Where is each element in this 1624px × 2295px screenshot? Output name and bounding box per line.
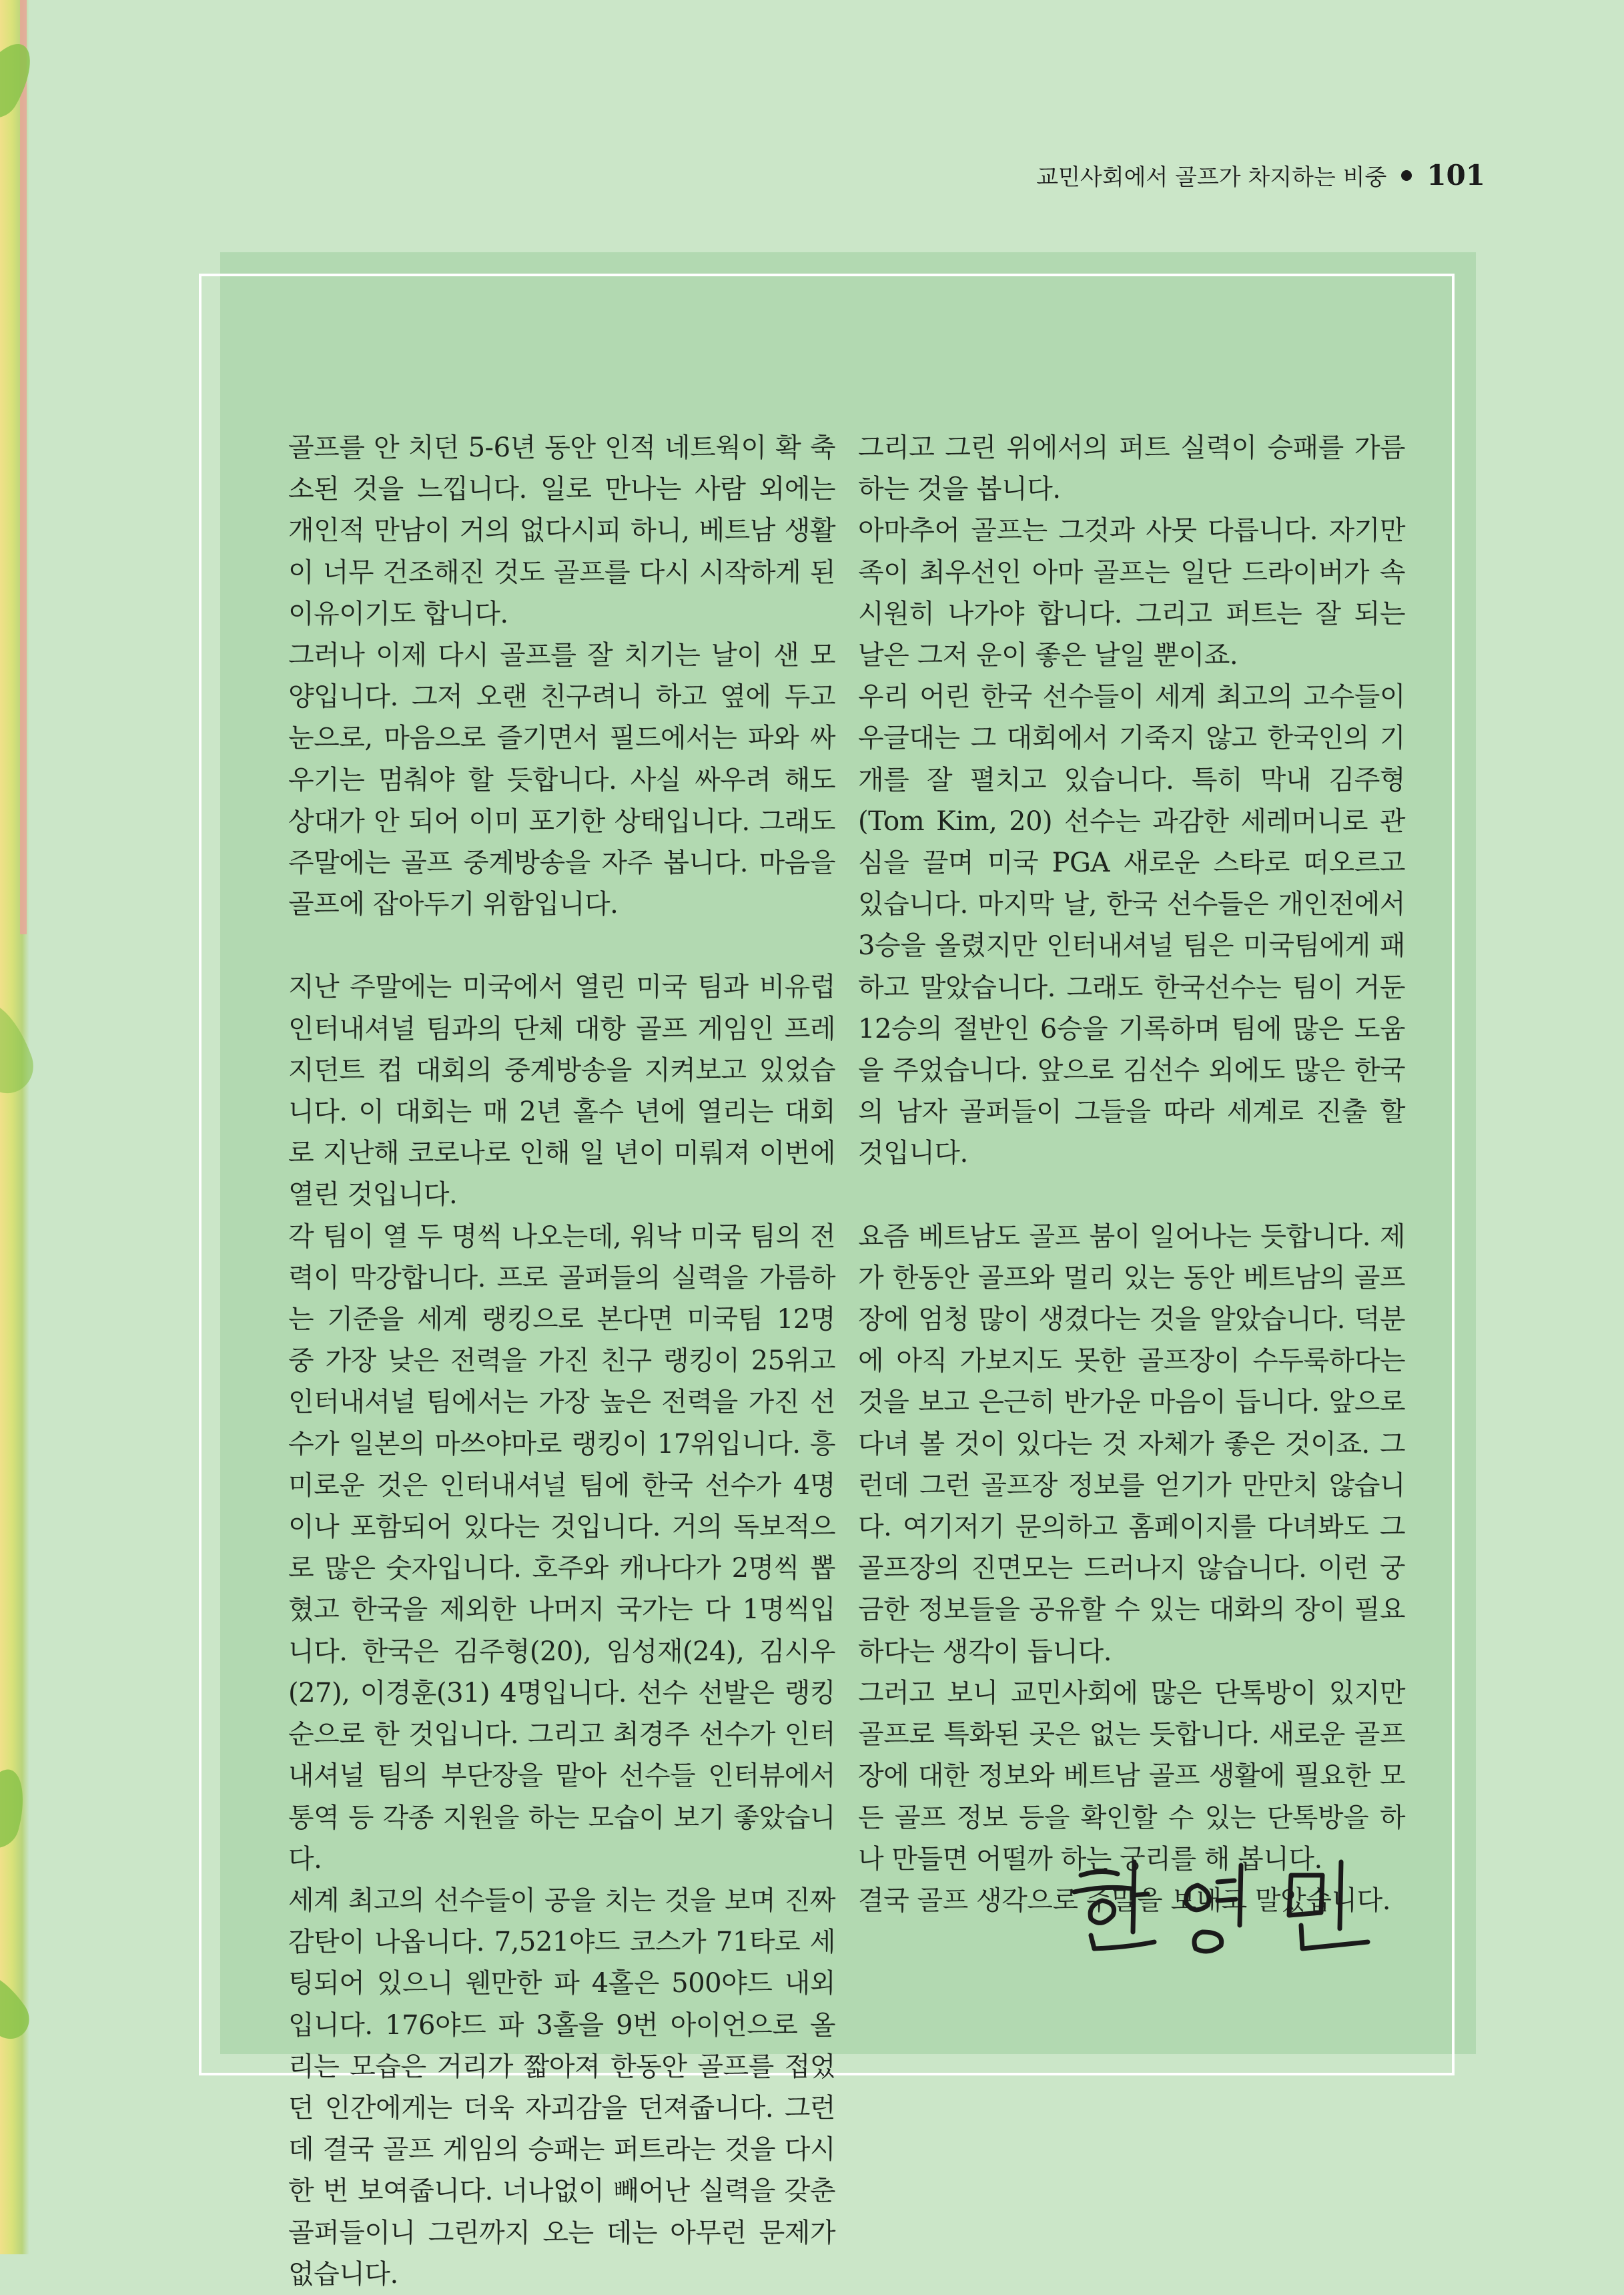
- running-header: [1036, 159, 1485, 192]
- paragraph: 요즘 베트남도 골프 붐이 일어나는 듯합니다. 제가 한동안 골프와 멀리 있는 동안 베트남의 골프장에 엄청 많이 생겼다는 것을 알았습니다. 덕분에 아직 가보지도 못한 골프장이 수두룩하다는 것을 보고 은근히 반가운 마음이 듭니다. 앞으로 다녀 볼 것이 있다는 것 자체가 좋은 것이죠. 그런데 그런 골프장 정보를 얻기가 만만치 않습니다. 여기저기 문의하고 홈페이지를 다녀봐도 그 골프장의 진면모는 드러나지 않습니다. 이런 궁금한 정보들을 공유할 수 있는 대화의 장이 필요하다는 생각이 듭니다.: [858, 1221, 1405, 1667]
- paragraph-gap: [858, 1175, 1405, 1216]
- author-signature: [1054, 1849, 1401, 1962]
- paragraph: 각 팀이 열 두 명씩 나오는데, 워낙 미국 팀의 전력이 막강합니다. 프로 골퍼들의 실력을 가름하는 기준을 세계 랭킹으로 본다면 미국팀 12명 중 가장 낮은 전력을 가진 친구 랭킹이 25위고 인터내셔널 팀에서는 가장 높은 전력을 가진 선수가 일본의 마쓰야마로 랭킹이 17위입니다. 흥미로운 것은 인터내셔널 팀에 한국 선수가 4명이나 포함되어 있다는 것입니다. 거의 독보적으로 많은 숫자입니다. 호주와 캐나다가 2명씩 뽑혔고 한국을 제외한 나머지 국가는 다 1명씩입니다. 한국은 김주형(20), 임성재(24), 김시우(27), 이경훈(31) 4명입니다. 선수 선발은 랭킹 순으로 한 것입니다. 그리고 최경주 선수가 인터내셔널 팀의 부단장을 맡아 선수들 인터뷰에서 통역 등 각종 지원을 하는 모습이 보기 좋았습니다.: [288, 1221, 835, 1875]
- paragraph-gap: [288, 925, 835, 966]
- paragraph: 그리고 그린 위에서의 퍼트 실력이 승패를 가름하는 것을 봅니다.: [858, 432, 1405, 505]
- paragraph: 지난 주말에는 미국에서 열린 미국 팀과 비유럽 인터내셔널 팀과의 단체 대항 골프 게임인 프레지던트 컵 대회의 중계방송을 지켜보고 있었습니다. 이 대회는 매 2년 홀수 년에 열리는 대회로 지난해 코로나로 인해 일 년이 미뤄져 이번에 열린 것입니다.: [288, 972, 835, 1211]
- paragraph: 결국 골프 생각으로 주말을 보내고 말았습니다.: [858, 1885, 1390, 1916]
- paragraph: 우리 어린 한국 선수들이 세계 최고의 고수들이 우글대는 그 대회에서 기죽지 않고 한국인의 기개를 잘 펼치고 있습니다. 특히 막내 김주형(Tom Kim, 20) 선수는 과감한 세레머니로 관심을 끌며 미국 PGA 새로운 스타로 떠오르고 있습니다. 마지막 날, 한국 선수들은 개인전에서 3승을 올렸지만 인터내셔널 팀은 미국팀에게 패하고 말았습니다. 그래도 한국선수는 팀이 거둔 12승의 절반인 6승을 기록하며 팀에 많은 도움을 주었습니다. 앞으로 김선수 외에도 많은 한국의 남자 골퍼들이 그들을 따라 세계로 진출 할 것입니다.: [858, 681, 1405, 1169]
- paragraph: 아마추어 골프는 그것과 사뭇 다릅니다. 자기만족이 최우선인 아마 골프는 일단 드라이버가 속 시원히 나가야 합니다. 그리고 퍼트는 잘 되는 날은 그저 운이 좋은 날일 뿐이죠.: [858, 515, 1405, 671]
- page-number: 101: [1427, 159, 1485, 192]
- paragraph: 그러고 보니 교민사회에 많은 단톡방이 있지만 골프로 특화된 곳은 없는 듯합니다. 새로운 골프장에 대한 정보와 베트남 골프 생활에 필요한 모든 골프 정보 등을 확인할 수 있는 단톡방을 하나 만들면 어떨까 하는 궁리를 해 봅니다.: [858, 1677, 1405, 1875]
- article-column-right: [858, 427, 1405, 1921]
- paragraph: 그러나 이제 다시 골프를 잘 치기는 날이 샌 모양입니다. 그저 오랜 친구려니 하고 옆에 두고 눈으로, 마음으로 즐기면서 필드에서는 파와 싸우기는 멈춰야 할 듯합니다. 사실 싸우려 해도 상대가 안 되어 이미 포기한 상태입니다. 그래도 주말에는 골프 중계방송을 자주 봅니다. 마음을 골프에 잡아두기 위함입니다.: [288, 640, 835, 920]
- paragraph: 세계 최고의 선수들이 공을 치는 것을 보며 진짜 감탄이 나옵니다. 7,521야드 코스가 71타로 세팅되어 있으니 웬만한 파 4홀은 500야드 내외입니다. 176야드 파 3홀을 9번 아이언으로 올리는 모습은 거리가 짧아져 한동안 골프를 접었던 인간에게는 더욱 자괴감을 던져줍니다. 그런데 결국 골프 게임의 승패는 퍼트라는 것을 다시 한 번 보여줍니다. 너나없이 빼어난 실력을 갖춘 골퍼들이니 그린까지 오는 데는 아무런 문제가 없습니다.: [288, 1885, 835, 2290]
- running-title: 교민사회에서 골프가 차지하는 비중: [1036, 164, 1387, 191]
- bullet-icon: [1401, 170, 1412, 181]
- paragraph: 골프를 안 치던 5-6년 동안 인적 네트웍이 확 축소된 것을 느낍니다. 일로 만나는 사람 외에는 개인적 만남이 거의 없다시피 하니, 베트남 생활이 너무 건조해진 것도 골프를 다시 시작하게 된 이유이기도 합니다.: [288, 432, 835, 629]
- edge-stripe: [20, 0, 27, 934]
- article-column-left: [288, 427, 835, 2295]
